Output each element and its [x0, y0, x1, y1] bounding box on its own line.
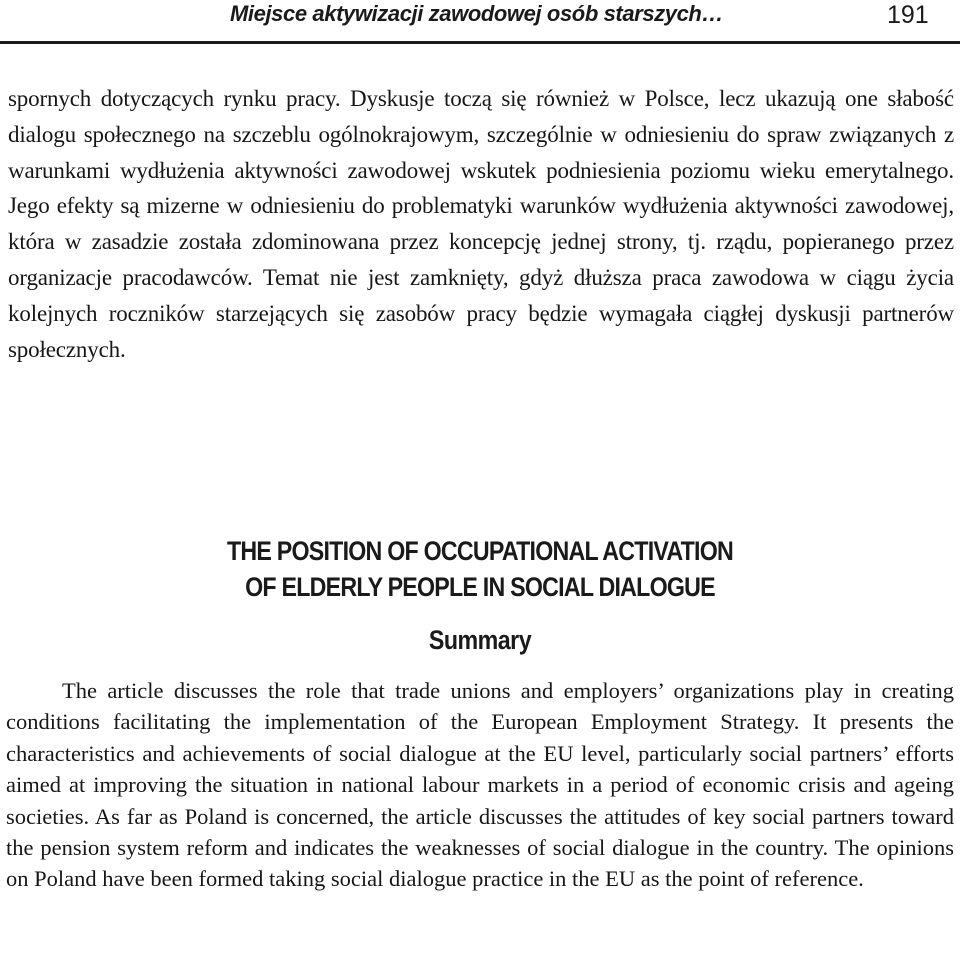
- running-title: Miejsce aktywizacji zawodowej osób starszych…: [230, 1, 724, 26]
- summary-paragraph: The article discusses the role that trade unions and employers’ organizations play in creating conditions facilitating the implementation of the European Employment Strategy. It presents the characteristics and achievements of social dialogue at the EU level, particularly social partners’ efforts aimed at improving the situation in national labour markets in a period of economic crisis and ageing societies. As far as Poland is concerned, the article discusses the attitudes of key social partners toward the pension system reform and indicates the weaknesses of social dialogue in the country. The opinions on Poland have been formed taking social dialogue practice in the EU as the point of reference.: [6, 678, 954, 892]
- summary-heading: Summary: [428, 625, 532, 655]
- header-rule: [0, 41, 960, 44]
- page-number: 191: [887, 1, 929, 29]
- continuation-paragraph: spornych dotyczących rynku pracy. Dyskusje toczą się również w Polsce, lecz ukazują one słabość dialogu społecznego na szczeblu ogólnokrajowym, szczególnie w odniesieniu do spraw związanych z warunkami wydłużenia aktywności zawodowej wskutek podniesienia poziomu wieku emerytalnego. Jego efekty są mizerne w odniesieniu do problematyki warunków wydłużenia aktywności zawodowej, która w zasadzie została zdominowana przez koncepcję jednej strony, tj. rządu, popieranego przez organizacje pracodawców. Temat nie jest zamknięty, gdyż dłuższa praca zawodowa w ciągu życia kolejnych roczników starzejących się zasobów pracy będzie wymagała ciągłej dyskusji partnerów społecznych.: [8, 86, 954, 362]
- summary-title: [67, 533, 893, 605]
- summary-title-line-1: THE POSITION OF OCCUPATIONAL ACTIVATION: [226, 536, 734, 566]
- summary-title-line-2: OF ELDERLY PEOPLE IN SOCIAL DIALOGUE: [245, 572, 715, 602]
- running-header: [0, 0, 960, 40]
